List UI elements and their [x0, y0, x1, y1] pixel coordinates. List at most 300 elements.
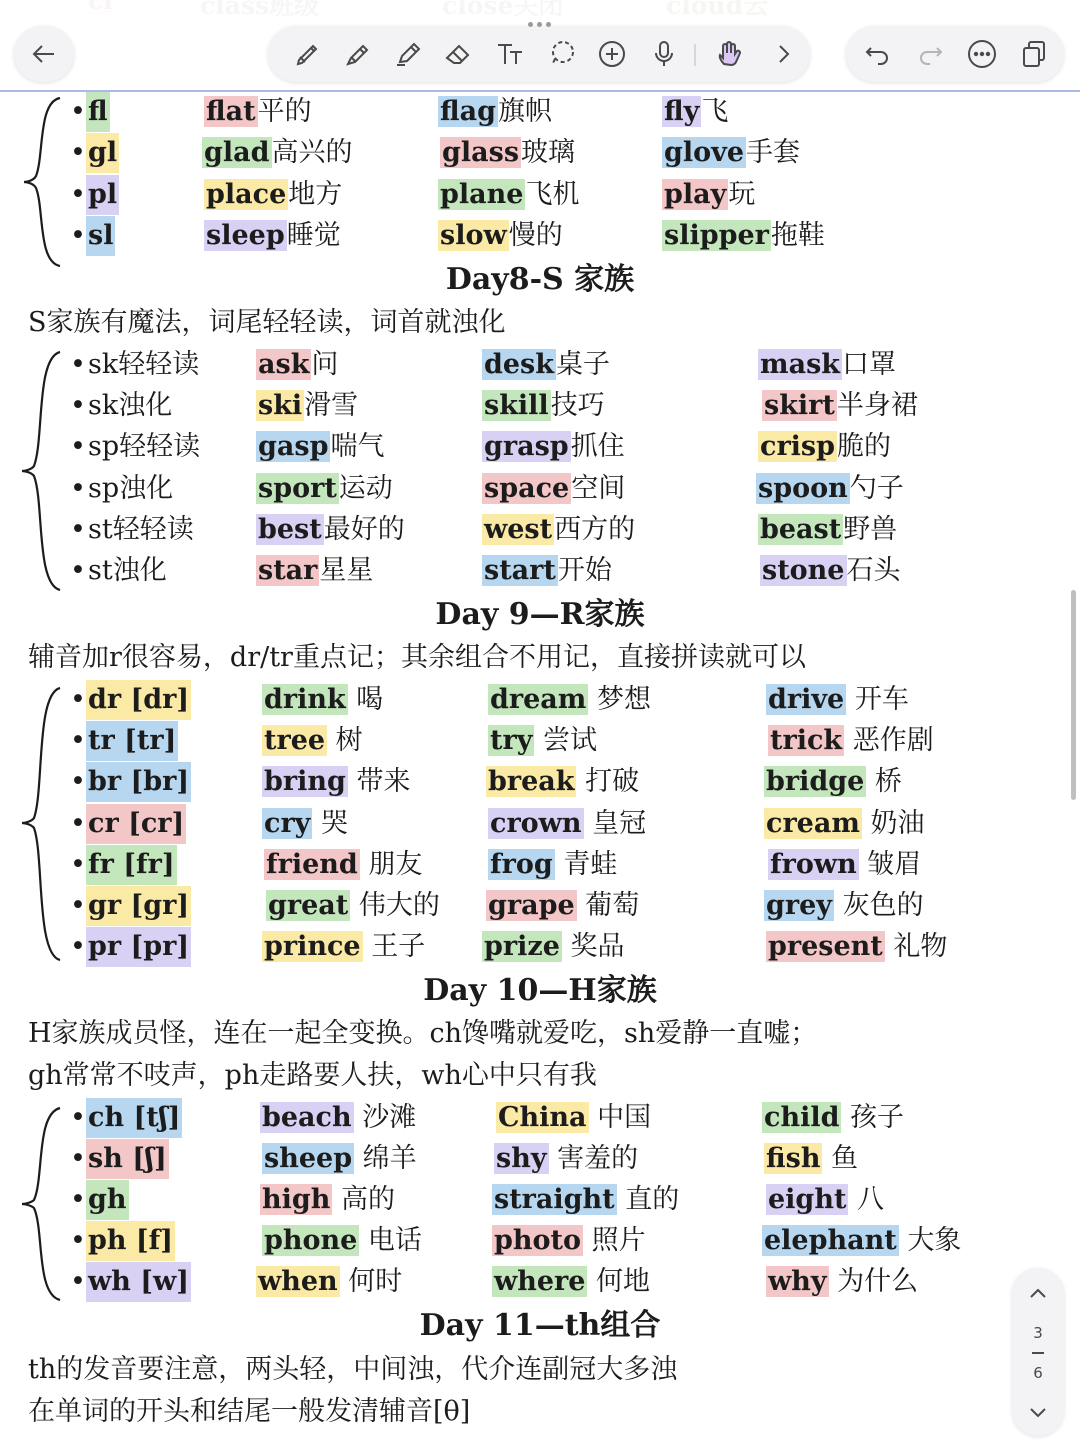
word-entry [256, 1262, 402, 1302]
word: desk [484, 349, 554, 380]
word-entry [256, 427, 384, 467]
word: prize [484, 931, 560, 962]
meaning: 最好的 [323, 514, 405, 545]
word: space [484, 473, 570, 504]
bullet: • [70, 473, 86, 504]
word: fish [766, 1143, 821, 1174]
word-entry [262, 721, 363, 761]
word-entry [204, 92, 312, 132]
word-entry [758, 345, 896, 385]
bullet: • [70, 766, 86, 797]
r-family-row [0, 927, 1080, 967]
word: child [764, 1102, 840, 1133]
bullet: • [70, 137, 86, 168]
word-entry [766, 927, 947, 967]
bullet: • [70, 349, 86, 380]
meaning: 绵羊 [354, 1143, 417, 1174]
word-entry [202, 133, 353, 173]
word: start [484, 555, 556, 586]
page-navigator [1012, 1268, 1064, 1436]
meaning: 梦想 [588, 684, 651, 715]
chevron-up-icon[interactable] [1026, 1282, 1050, 1306]
word: best [258, 514, 322, 545]
meaning: 玻璃 [521, 137, 576, 168]
word: play [664, 179, 727, 210]
total-pages: 6 [1033, 1364, 1043, 1382]
bullet: • [70, 931, 86, 962]
word-entry [764, 804, 925, 844]
bullet: • [70, 96, 86, 127]
meaning: 喘气 [330, 431, 385, 462]
blend-key: cr [cr] [86, 804, 186, 844]
meaning: 手套 [746, 137, 801, 168]
current-page: 3 [1033, 1324, 1043, 1342]
word-entry [488, 845, 617, 885]
word-entry [766, 1180, 884, 1220]
bullet: • [70, 1184, 86, 1215]
word-entry [256, 469, 393, 509]
word: crown [490, 808, 582, 839]
bullet: • [70, 684, 86, 715]
bullet: • [70, 514, 86, 545]
rule-text: H家族成员怪，连在一起全变换。ch馋嘴就爱吃，sh爱静一直嘘； [28, 1018, 818, 1049]
blend-key: dr [dr] [86, 680, 191, 720]
h-family-row [0, 1139, 1080, 1179]
undo-icon[interactable] [860, 36, 896, 72]
word-entry [262, 1221, 422, 1261]
word-entry [204, 216, 341, 256]
word-entry [764, 762, 902, 802]
word: crisp [760, 431, 836, 462]
s-family-row [0, 551, 1080, 591]
h-family-row [0, 1180, 1080, 1220]
word: cream [766, 808, 860, 839]
meaning: 中国 [588, 1102, 652, 1133]
word-entry [262, 762, 410, 802]
back-button[interactable] [14, 26, 74, 82]
word: beast [760, 514, 842, 545]
blend-key: gr [gr] [86, 886, 191, 926]
word-entry [762, 386, 918, 426]
word: beach [262, 1102, 352, 1133]
meaning: 王子 [362, 931, 426, 962]
pen-icon[interactable] [290, 36, 326, 72]
blend-key: gh [86, 1180, 129, 1220]
meaning: 灰色的 [833, 890, 924, 921]
meaning: 八 [848, 1184, 885, 1215]
section-title-day8: Day8-S 家族 [445, 262, 635, 297]
meaning: 打破 [576, 766, 640, 797]
meaning: 大象 [898, 1225, 962, 1256]
meaning: 树 [327, 725, 363, 756]
word-entry [762, 1098, 904, 1138]
word-entry [262, 927, 425, 967]
hand-tool-icon[interactable] [712, 36, 748, 72]
word-entry [496, 1098, 651, 1138]
text-tool-icon[interactable] [492, 36, 528, 72]
word-entry [256, 510, 405, 550]
s-family-row [0, 469, 1080, 509]
word-entry [482, 427, 625, 467]
l-blend-row [0, 175, 1080, 215]
word-entry [264, 845, 422, 885]
meaning: 脆的 [837, 431, 892, 462]
r-family-row [0, 886, 1080, 926]
highlighter-icon[interactable] [390, 36, 426, 72]
l-blend-row [0, 216, 1080, 256]
h-family-row [0, 1221, 1080, 1261]
word-entry [204, 175, 342, 215]
drag-handle[interactable] [526, 12, 556, 20]
word-entry [260, 1098, 416, 1138]
rule-key: sp轻轻读 [88, 431, 201, 462]
redo-icon[interactable] [912, 36, 948, 72]
top-toolbar [0, 0, 1080, 92]
h-family-row [0, 1098, 1080, 1138]
word-entry [262, 680, 383, 720]
word: tree [264, 725, 326, 756]
word: bridge [766, 766, 865, 797]
l-blend-row [0, 92, 1080, 132]
h-family-row [0, 1262, 1080, 1302]
rule-key: st轻轻读 [88, 514, 194, 545]
meaning: 桌子 [555, 349, 610, 380]
word-entry [662, 216, 825, 256]
meaning: 何地 [587, 1266, 651, 1297]
word: break [488, 766, 575, 797]
word-entry [762, 1221, 961, 1261]
word: sleep [206, 220, 285, 251]
word-entry [482, 551, 612, 591]
meaning: 睡觉 [286, 220, 341, 251]
word: eight [768, 1184, 847, 1215]
more-icon[interactable] [964, 36, 1000, 72]
word: where [494, 1266, 586, 1297]
section-title-day10: Day 10—H家族 [423, 973, 657, 1008]
word: slipper [664, 220, 769, 251]
word-entry [262, 804, 348, 844]
word: drink [264, 684, 346, 715]
word: shy [496, 1143, 547, 1174]
word: high [262, 1184, 331, 1215]
word: sheep [264, 1143, 353, 1174]
meaning: 旗帜 [498, 96, 553, 127]
word: slow [440, 220, 507, 251]
word-entry [262, 1139, 417, 1179]
word-entry [760, 551, 901, 591]
lasso-icon[interactable] [544, 36, 580, 72]
word: sport [258, 473, 337, 504]
blend-key: fr [fr] [86, 845, 177, 885]
meaning: 奖品 [561, 931, 625, 962]
meaning: 礼物 [884, 931, 948, 962]
word: ski [258, 390, 303, 421]
bullet: • [70, 849, 86, 880]
toolbar-separator [694, 44, 696, 66]
word: why [768, 1266, 827, 1297]
meaning: 沙滩 [353, 1102, 417, 1133]
word-entry [438, 175, 579, 215]
meaning: 为什么 [828, 1266, 919, 1297]
word: dream [490, 684, 587, 715]
l-blend-row [0, 133, 1080, 173]
word: frown [770, 849, 857, 880]
word: glass [442, 137, 520, 168]
word: stone [762, 555, 845, 586]
back-arrow-icon[interactable] [26, 36, 62, 72]
meaning: 青蛙 [554, 849, 618, 880]
bullet: • [70, 808, 86, 839]
word-entry [488, 721, 597, 761]
meaning: 朋友 [359, 849, 423, 880]
eraser-icon[interactable] [440, 36, 476, 72]
s-family-row [0, 510, 1080, 550]
blend-key: br [br] [86, 762, 191, 802]
word-entry [488, 804, 646, 844]
word-entry [260, 1180, 395, 1220]
rule-key: sk轻轻读 [88, 349, 200, 380]
s-family-row [0, 386, 1080, 426]
word-entry [768, 721, 934, 761]
word: west [484, 514, 553, 545]
word: present [768, 931, 883, 962]
meaning: 空间 [571, 473, 626, 504]
rule-text: th的发音要注意，两头轻，中间浊，代介连副冠大多浊 [28, 1354, 678, 1385]
word: plane [440, 179, 524, 210]
meaning: 高兴的 [271, 137, 353, 168]
meaning: 开车 [846, 684, 909, 715]
meaning: 开始 [557, 555, 612, 586]
word: bring [264, 766, 346, 797]
bullet: • [70, 179, 86, 210]
word-entry [492, 1180, 679, 1220]
word-entry [766, 680, 909, 720]
meaning: 皱眉 [858, 849, 922, 880]
meaning: 地方 [288, 179, 343, 210]
meaning: 技巧 [550, 390, 605, 421]
page-divider [1032, 1352, 1044, 1354]
rule-key: st浊化 [88, 555, 167, 586]
section-title-day11: Day 11—th组合 [419, 1308, 661, 1343]
word: fly [664, 96, 700, 127]
word-entry [756, 469, 904, 509]
word: ask [258, 349, 310, 380]
meaning: 奶油 [861, 808, 925, 839]
word-entry [266, 886, 440, 926]
word: place [206, 179, 287, 210]
word-entry [486, 886, 639, 926]
word-entry [488, 680, 651, 720]
r-family-row [0, 762, 1080, 802]
meaning: 拖鞋 [770, 220, 825, 251]
vertical-scrollbar[interactable] [1071, 590, 1076, 800]
meaning: 野兽 [843, 514, 898, 545]
meaning: 平的 [257, 96, 312, 127]
action-pill [846, 26, 1064, 82]
meaning: 恶作剧 [844, 725, 934, 756]
blend-key: wh [w] [86, 1262, 191, 1302]
meaning: 口罩 [841, 349, 896, 380]
meaning: 直的 [616, 1184, 680, 1215]
bullet: • [70, 1266, 86, 1297]
meaning: 石头 [846, 555, 901, 586]
marker-icon[interactable] [340, 36, 376, 72]
drawing-tools-pill [268, 26, 810, 82]
word-entry [764, 1139, 858, 1179]
blend-key: pl [86, 175, 119, 215]
word: grasp [484, 431, 569, 462]
word: prince [264, 931, 361, 962]
word-entry [440, 133, 575, 173]
meaning: 哭 [312, 808, 348, 839]
word: glove [664, 137, 745, 168]
meaning: 带来 [347, 766, 411, 797]
meaning: 星星 [319, 555, 374, 586]
rule-text: gh常常不吱声，ph走路要人扶，wh心中只有我 [28, 1060, 597, 1091]
meaning: 滑雪 [304, 390, 359, 421]
meaning: 半身裙 [836, 390, 918, 421]
bullet: • [70, 431, 86, 462]
word-entry [662, 133, 800, 173]
word: flat [206, 96, 256, 127]
chevron-right-icon[interactable] [766, 36, 802, 72]
meaning: 害羞的 [548, 1143, 639, 1174]
r-family-row [0, 721, 1080, 761]
blend-key: sh [ʃ] [86, 1139, 169, 1179]
section-title-day9: Day 9—R家族 [435, 597, 645, 632]
word: when [258, 1266, 338, 1297]
blend-key: ph [f] [86, 1221, 175, 1261]
r-family-row [0, 804, 1080, 844]
word-entry [662, 175, 755, 215]
r-family-row [0, 845, 1080, 885]
blend-key: gl [86, 133, 119, 173]
word-entry [662, 92, 728, 132]
word-entry [256, 345, 338, 385]
bullet: • [70, 725, 86, 756]
word-entry [482, 927, 624, 967]
meaning: 伟大的 [350, 890, 440, 921]
meaning: 慢的 [508, 220, 563, 251]
blend-key: pr [pr] [86, 927, 191, 967]
bullet: • [70, 220, 86, 251]
word: mask [760, 349, 840, 380]
word: flag [440, 96, 497, 127]
bullet: • [70, 1102, 86, 1133]
word-entry [764, 886, 924, 926]
word: grey [766, 890, 832, 921]
word: gasp [258, 431, 329, 462]
word: star [258, 555, 318, 586]
word-entry [438, 216, 563, 256]
bullet: • [70, 890, 86, 921]
blend-key: sl [86, 216, 115, 256]
word-entry [492, 1262, 650, 1302]
meaning: 桥 [866, 766, 902, 797]
meaning: 电话 [359, 1225, 422, 1256]
bullet: • [70, 1225, 86, 1256]
word-entry [758, 427, 891, 467]
meaning: 孩子 [841, 1102, 905, 1133]
meaning: 葡萄 [576, 890, 640, 921]
meaning: 尝试 [534, 725, 597, 756]
bullet: • [70, 1143, 86, 1174]
rule-text: 在单词的开头和结尾一般发清辅音[θ] [28, 1396, 471, 1427]
chevron-down-icon[interactable] [1026, 1400, 1050, 1424]
word: phone [264, 1225, 358, 1256]
word: photo [494, 1225, 581, 1256]
word: glad [204, 137, 270, 168]
meaning: 运动 [338, 473, 393, 504]
blend-key: ch [tʃ] [86, 1098, 182, 1138]
meaning: 勺子 [849, 473, 904, 504]
word-entry [256, 551, 373, 591]
meaning: 飞机 [525, 179, 580, 210]
word: great [268, 890, 349, 921]
meaning: 问 [311, 349, 339, 380]
rule-text: S家族有魔法，词尾轻轻读，词首就浊化 [28, 307, 506, 338]
word: frog [490, 849, 553, 880]
blend-key: tr [tr] [86, 721, 178, 761]
meaning: 皇冠 [583, 808, 647, 839]
meaning: 西方的 [554, 514, 636, 545]
word: straight [494, 1184, 615, 1215]
word: drive [768, 684, 845, 715]
word-entry [482, 345, 610, 385]
rule-key: sp浊化 [88, 473, 174, 504]
word: spoon [758, 473, 848, 504]
word-entry [482, 469, 625, 509]
r-family-row [0, 680, 1080, 720]
word-entry [482, 386, 605, 426]
pages-icon[interactable] [1016, 36, 1052, 72]
meaning: 玩 [728, 179, 756, 210]
meaning: 飞 [701, 96, 729, 127]
meaning: 高的 [332, 1184, 395, 1215]
blend-key: fl [86, 92, 110, 132]
meaning: 鱼 [822, 1143, 859, 1174]
s-family-row [0, 427, 1080, 467]
word: friend [266, 849, 358, 880]
rule-text: 辅音加r很容易，dr/tr重点记；其余组合不用记，直接拼读就可以 [28, 642, 806, 673]
word-entry [768, 845, 921, 885]
word-entry [494, 1139, 638, 1179]
meaning: 喝 [347, 684, 384, 715]
bullet: • [70, 390, 86, 421]
meaning: 抓住 [570, 431, 625, 462]
bullet: • [70, 555, 86, 586]
meaning: 照片 [583, 1225, 646, 1256]
word-entry [766, 1262, 918, 1302]
word: cry [264, 808, 311, 839]
s-family-row [0, 345, 1080, 385]
word-entry [492, 1221, 646, 1261]
word-entry [486, 762, 639, 802]
word-entry [758, 510, 897, 550]
word: skill [484, 390, 549, 421]
word-entry [438, 92, 552, 132]
word: grape [488, 890, 575, 921]
add-icon[interactable] [594, 36, 630, 72]
meaning: 何时 [339, 1266, 403, 1297]
mic-icon[interactable] [646, 36, 682, 72]
rule-key: sk浊化 [88, 390, 173, 421]
word: China [498, 1102, 587, 1133]
word: elephant [764, 1225, 897, 1256]
word: trick [770, 725, 843, 756]
word: try [490, 725, 533, 756]
word: skirt [764, 390, 835, 421]
